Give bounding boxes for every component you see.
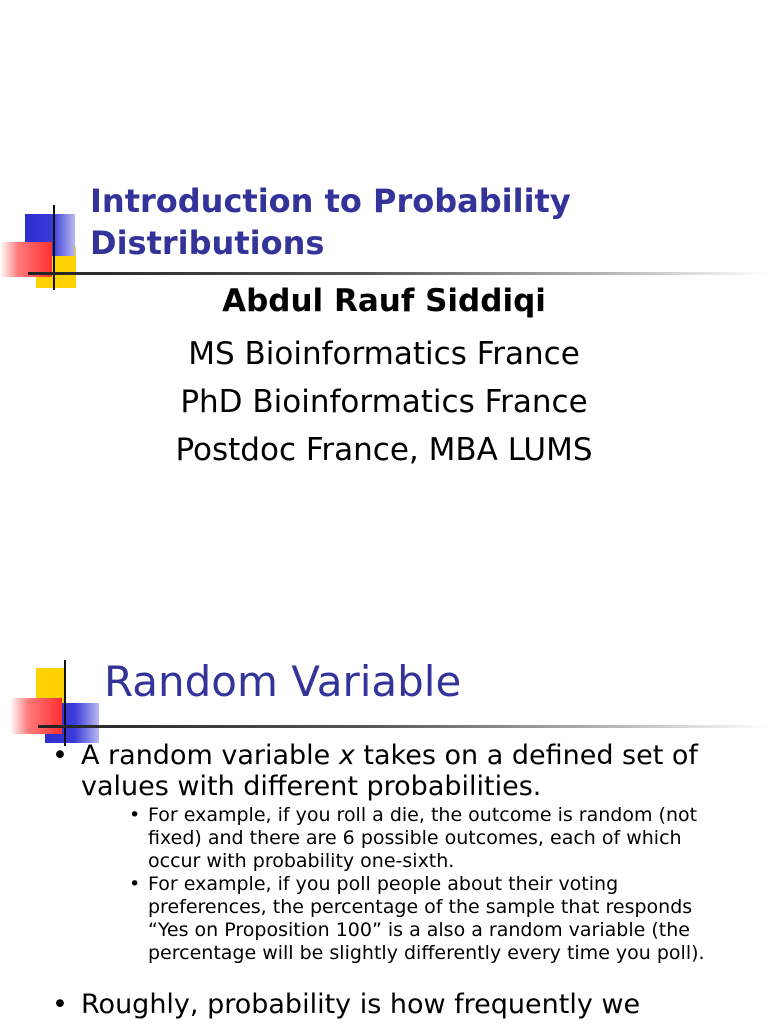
author-name: Abdul Rauf Siddiqi	[222, 283, 546, 319]
content-slide	[0, 512, 768, 1024]
bullet-icon: •	[129, 804, 141, 826]
bullet-icon: •	[52, 740, 68, 771]
bullet-icon: •	[129, 873, 141, 895]
author-credential: PhD Bioinformatics France	[180, 384, 588, 420]
bullet-item: • Roughly, probability is how frequently we	[52, 989, 641, 1020]
sub-bullet-item: • For example, if you roll a die, the outcome is random (not fixed) and there are 6 possible outcomes, each of which occur with probability one-sixth.	[129, 804, 698, 872]
sub-bullet-item: • For example, if you poll people about their voting preferences, the percentage of the sample that responds “Yes on Proposition 100” is a also a random variable (the percentage will be slightly differently every time you poll).	[129, 873, 705, 964]
slide-body	[0, 740, 768, 1020]
author-block	[0, 282, 768, 474]
bullet-icon: •	[52, 989, 68, 1020]
author-credential: Postdoc France, MBA LUMS	[175, 432, 593, 468]
variable-x: x	[338, 740, 355, 771]
slide-title: Introduction to Probability Distributions	[90, 182, 571, 262]
bullet-item: • A random variable x takes on a defined set of values with different probabilities.	[52, 740, 698, 802]
slide-title: Random Variable	[104, 657, 462, 706]
author-credential: MS Bioinformatics France	[188, 336, 580, 372]
